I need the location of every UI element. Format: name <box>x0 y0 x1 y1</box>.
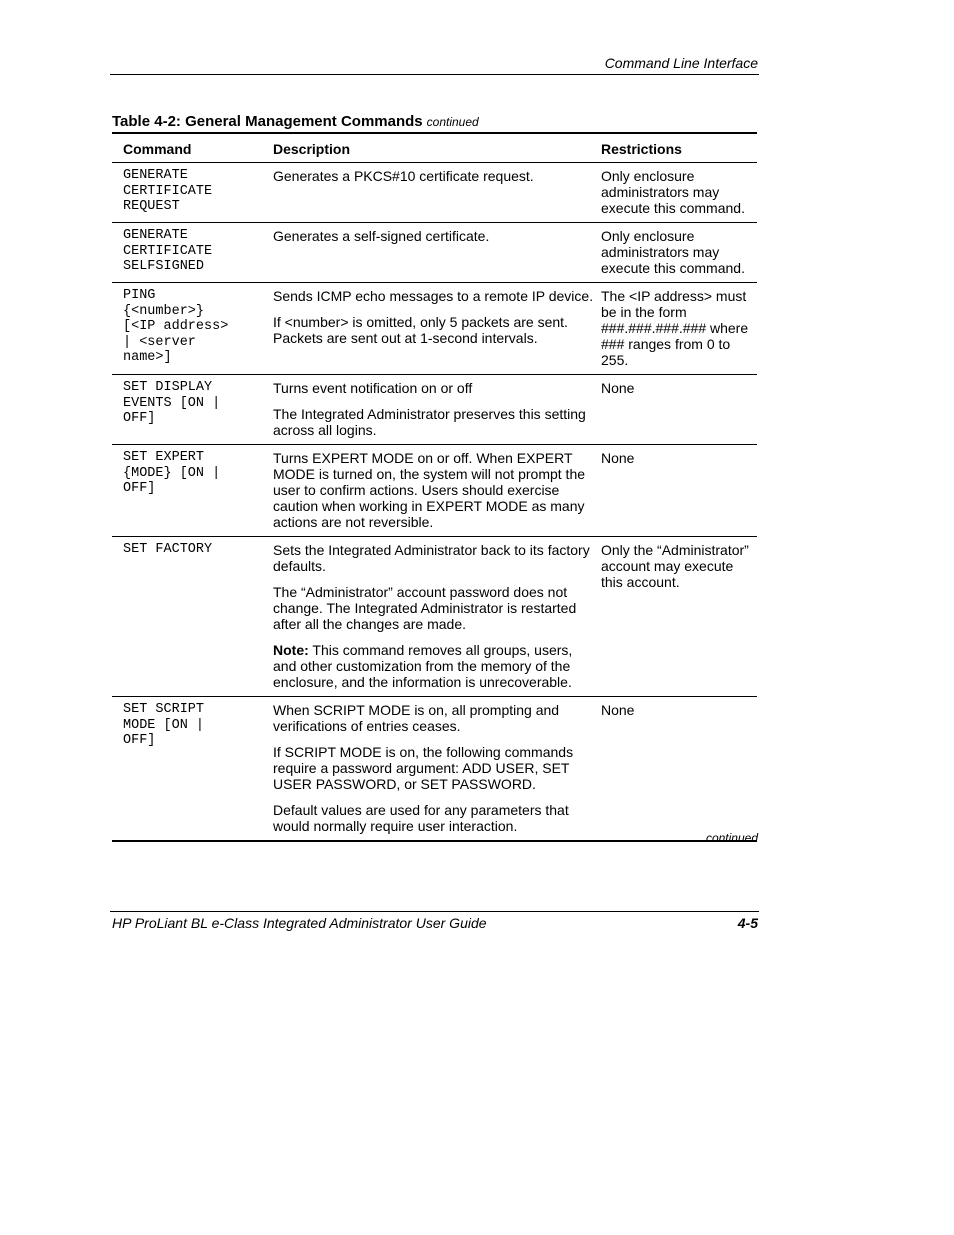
description-paragraph: Turns event notification on or off <box>273 380 473 396</box>
footer-title: HP ProLiant BL e-Class Integrated Administrator User Guide <box>112 915 487 931</box>
description-cell <box>270 537 598 697</box>
description-paragraph: Default values are used for any parameters that would normally require user interaction. <box>273 802 569 834</box>
table-row <box>112 537 757 697</box>
description-cell <box>270 163 598 223</box>
table-row <box>112 163 757 223</box>
command-cell: SET FACTORY <box>112 537 270 697</box>
page-number: 4-5 <box>737 915 758 931</box>
table-row <box>112 697 757 842</box>
restrictions-cell: None <box>598 375 757 445</box>
running-head: Command Line Interface <box>604 55 758 71</box>
description-paragraph: Generates a PKCS#10 certificate request. <box>273 168 534 184</box>
table-row <box>112 283 757 375</box>
table-caption <box>112 113 479 130</box>
restrictions-cell: Only enclosure administrators may execute this command. <box>598 163 757 223</box>
description-paragraph: Sets the Integrated Administrator back to its factory defaults. <box>273 542 590 574</box>
table-row <box>112 375 757 445</box>
table-caption-title: Table 4-2: General Management Commands <box>112 113 423 130</box>
restrictions-cell: The <IP address> must be in the form ###.###.###.### where ### ranges from 0 to 255. <box>598 283 757 375</box>
table-header-row <box>112 133 757 163</box>
description-cell <box>270 445 598 537</box>
description-paragraph: The Integrated Administrator preserves this setting across all logins. <box>273 406 586 438</box>
column-header-restrictions: Restrictions <box>598 133 757 163</box>
restrictions-cell: None <box>598 445 757 537</box>
restrictions-cell: None <box>598 697 757 842</box>
description-cell <box>270 223 598 283</box>
description-paragraph: The “Administrator” account password does not change. The Integrated Administrator is restarted after all the changes are made. <box>273 584 577 632</box>
table-caption-continued: continued <box>426 115 479 129</box>
description-cell <box>270 375 598 445</box>
table-row <box>112 223 757 283</box>
column-header-command: Command <box>112 133 270 163</box>
note-label: Note: <box>273 642 309 658</box>
description-cell <box>270 283 598 375</box>
table-continued-label: continued <box>705 831 758 845</box>
header-rule <box>110 74 759 75</box>
command-cell: SET SCRIPT MODE [ON | OFF] <box>112 697 270 842</box>
note-text: This command removes all groups, users, and other customization from the memory of the enclosure, and the information is unrecoverable. <box>273 642 573 690</box>
description-paragraph: Generates a self-signed certificate. <box>273 228 490 244</box>
table-row <box>112 445 757 537</box>
description-paragraph: Turns EXPERT MODE on or off. When EXPERT MODE is turned on, the system will not prompt the user to confirm actions. Users should exercise caution when working in EXPERT MODE as many actions are not reversible. <box>273 450 586 530</box>
description-paragraph: Sends ICMP echo messages to a remote IP device. <box>273 288 594 304</box>
command-cell: GENERATE CERTIFICATE REQUEST <box>112 163 270 223</box>
command-cell: PING {<number>} [<IP address> | <server name>] <box>112 283 270 375</box>
restrictions-cell: Only the “Administrator” account may execute this account. <box>598 537 757 697</box>
column-header-description: Description <box>270 133 598 163</box>
general-management-commands-table <box>112 132 757 842</box>
command-cell: GENERATE CERTIFICATE SELFSIGNED <box>112 223 270 283</box>
footer-rule <box>110 911 759 912</box>
description-cell <box>270 697 598 842</box>
restrictions-cell: Only enclosure administrators may execute this command. <box>598 223 757 283</box>
command-cell: SET EXPERT {MODE} [ON | OFF] <box>112 445 270 537</box>
note-paragraph <box>273 642 594 690</box>
description-paragraph: If <number> is omitted, only 5 packets are sent. Packets are sent out at 1-second intervals. <box>273 314 568 346</box>
description-paragraph: When SCRIPT MODE is on, all prompting and verifications of entries ceases. <box>273 702 560 734</box>
description-paragraph: If SCRIPT MODE is on, the following commands require a password argument: ADD USER, SET USER PASSWORD, or SET PASSWORD. <box>273 744 574 792</box>
command-cell: SET DISPLAY EVENTS [ON | OFF] <box>112 375 270 445</box>
